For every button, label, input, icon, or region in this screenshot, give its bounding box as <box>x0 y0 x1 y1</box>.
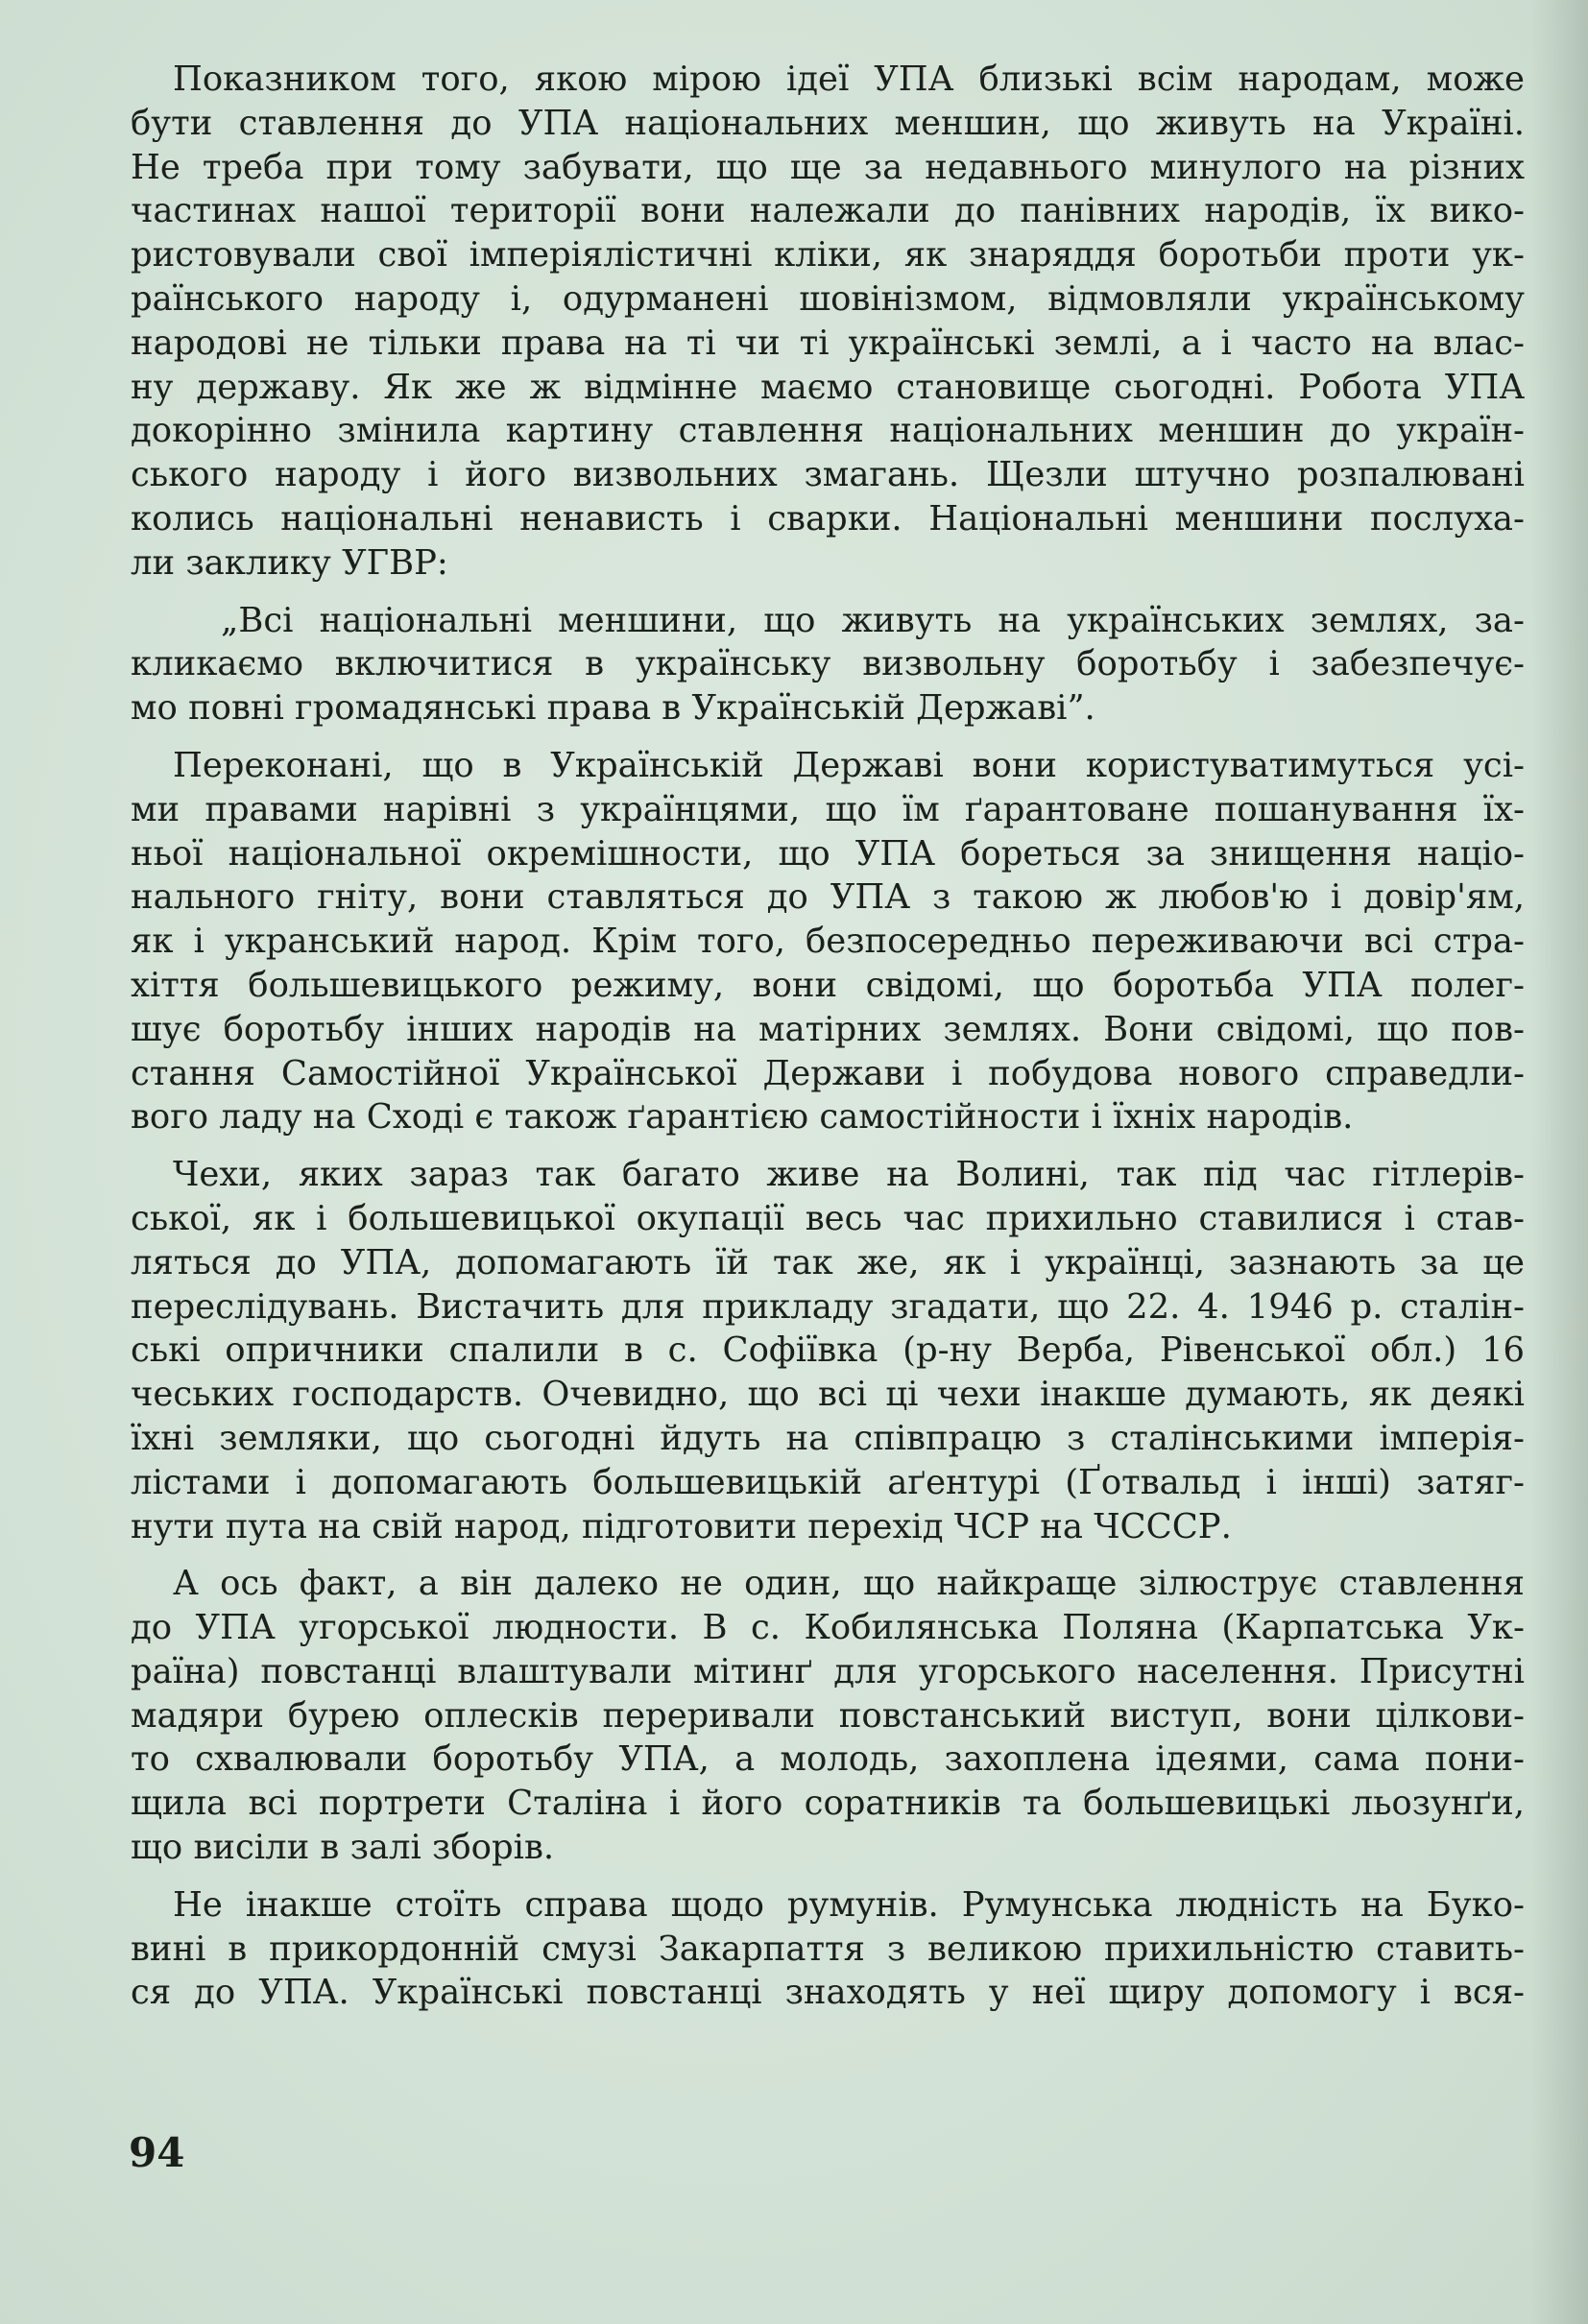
text-line: вого ладу на Сході є також ґарантією самостійности і їхніх народів. <box>131 1097 1354 1138</box>
text-line: до УПА угорської людности. В с. Кобилянська Поляна (Карпатська Ук- <box>131 1608 1525 1648</box>
text-line: А ось факт, а він далеко не один, що найкраще зілюструє ставлення <box>173 1564 1525 1604</box>
page-number: 94 <box>129 2129 185 2176</box>
text-line: Показником того, якою мірою ідеї УПА близькі всім народам, може <box>173 60 1525 99</box>
text-line: стання Самостійної Української Держави і побудова нового справедли- <box>131 1053 1525 1093</box>
text-line: народові не тільки права на ті чи ті українські землі, а і часто на влас- <box>131 323 1525 363</box>
text-line: ристовували свої імперіялістичні кліки, як знаряддя боротьби проти ук- <box>131 235 1525 276</box>
text-line: чеських господарств. Очевидно, що всі ці чехи інакше думають, як деякі <box>131 1375 1525 1415</box>
text-line: ської, як і большевицької окупації весь час прихильно ставилися і став- <box>131 1198 1525 1238</box>
text-line: ляться до УПА, допомагають їй так же, як і українці, зазнають за це <box>131 1242 1525 1282</box>
text-line: вині в прикордонній смузі Закарпаття з великою прихильністю ставить- <box>131 1929 1525 1969</box>
text-line: докорінно змінила картину ставлення національних меншин до україн- <box>131 411 1525 451</box>
text-line: ну державу. Як же ж відмінне маємо становище сьогодні. Робота УПА <box>131 367 1525 407</box>
paragraph <box>131 1562 1525 1870</box>
text-line: їхні земляки, що сьогодні йдуть на співпрацю з сталінськими імперія- <box>131 1418 1525 1458</box>
paragraph <box>131 744 1525 1139</box>
text-line: ського народу і його визвольних змагань. Щезли штучно розпалювані <box>131 455 1525 495</box>
text-line: ли заклику УГВР: <box>131 542 448 583</box>
body-text <box>131 58 1525 2015</box>
paragraph-gap <box>131 1139 1525 1153</box>
text-line: нального гніту, вони ставляться до УПА з такою ж любов'ю і довір'ям, <box>131 877 1525 918</box>
paragraph <box>131 58 1525 586</box>
text-line: раїна) повстанці влаштували мітинґ для угорського населення. Присутні <box>131 1651 1525 1691</box>
text-line: хіття большевицького режиму, вони свідомі, що боротьба УПА полег- <box>131 965 1525 1005</box>
paragraph-gap <box>131 1870 1525 1883</box>
text-line: ньої національної окремішности, що УПА бореться за знищення націо- <box>131 833 1525 874</box>
text-line: переслідувань. Вистачить для прикладу згадати, що 22. 4. 1946 р. сталін- <box>131 1286 1525 1327</box>
paragraph <box>131 1153 1525 1548</box>
text-line: ся до УПА. Українські повстанці знаходять у неї щиру допомогу і вся- <box>131 1973 1525 2013</box>
text-line: то схвалювали боротьбу УПА, а молодь, захоплена ідеями, сама пони- <box>131 1739 1525 1780</box>
paragraph-gap <box>131 731 1525 744</box>
paragraph <box>131 1883 1525 2015</box>
text-line: ські опричники спалили в с. Софіївка (р-ну Верба, Рівенської обл.) 16 <box>131 1330 1525 1371</box>
text-line: колись національні ненависть і сварки. Національні меншини послуха- <box>131 498 1525 539</box>
text-line: ми правами нарівні з українцями, що їм ґарантоване пошанування їх- <box>131 789 1525 829</box>
text-line: шує боротьбу інших народів на матірних землях. Вони свідомі, що пов- <box>131 1009 1525 1049</box>
text-line: лістами і допомагають большевицькій аґентурі (Ґотвальд і інші) затяг- <box>131 1462 1525 1502</box>
text-line: що висіли в залі зборів. <box>131 1828 555 1868</box>
text-line: Не інакше стоїть справа щодо румунів. Румунська людність на Буко- <box>173 1884 1525 1925</box>
text-line: „Всі національні меншини, що живуть на українських землях, за- <box>221 600 1525 640</box>
text-line: мо повні громадянські права в Українській Державі”. <box>131 688 1095 729</box>
text-line: Переконані, що в Українській Державі вони користуватимуться усі- <box>173 745 1525 785</box>
paragraph-gap <box>131 1548 1525 1562</box>
text-line: Чехи, яких зараз так багато живе на Волині, так під час гітлерів- <box>173 1155 1525 1195</box>
text-line: раїнського народу і, одурманені шовінізмом, відмовляли українському <box>131 278 1525 319</box>
text-line: частинах нашої території вони належали до панівних народів, їх вико- <box>131 191 1525 231</box>
text-line: нути пута на свій народ, підготовити перехід ЧСР на ЧСССР. <box>131 1506 1232 1546</box>
text-line: мадяри бурею оплесків переривали повстанський виступ, вони цілкови- <box>131 1695 1525 1736</box>
text-line: бути ставлення до УПА національних меншин, що живуть на Україні. <box>131 103 1525 143</box>
text-line: щила всі портрети Сталіна і його соратників та большевицькі льозунґи, <box>131 1784 1525 1824</box>
text-line: Не треба при тому забувати, що ще за недавнього минулого на різних <box>131 147 1525 187</box>
paragraph-gap <box>131 586 1525 599</box>
text-line: кликаємо включитися в українську визвольну боротьбу і забезпечує- <box>131 644 1525 684</box>
quotation-paragraph <box>131 599 1525 731</box>
text-line: як і укранський народ. Крім того, безпосередньо переживаючи всі стра- <box>131 922 1525 962</box>
